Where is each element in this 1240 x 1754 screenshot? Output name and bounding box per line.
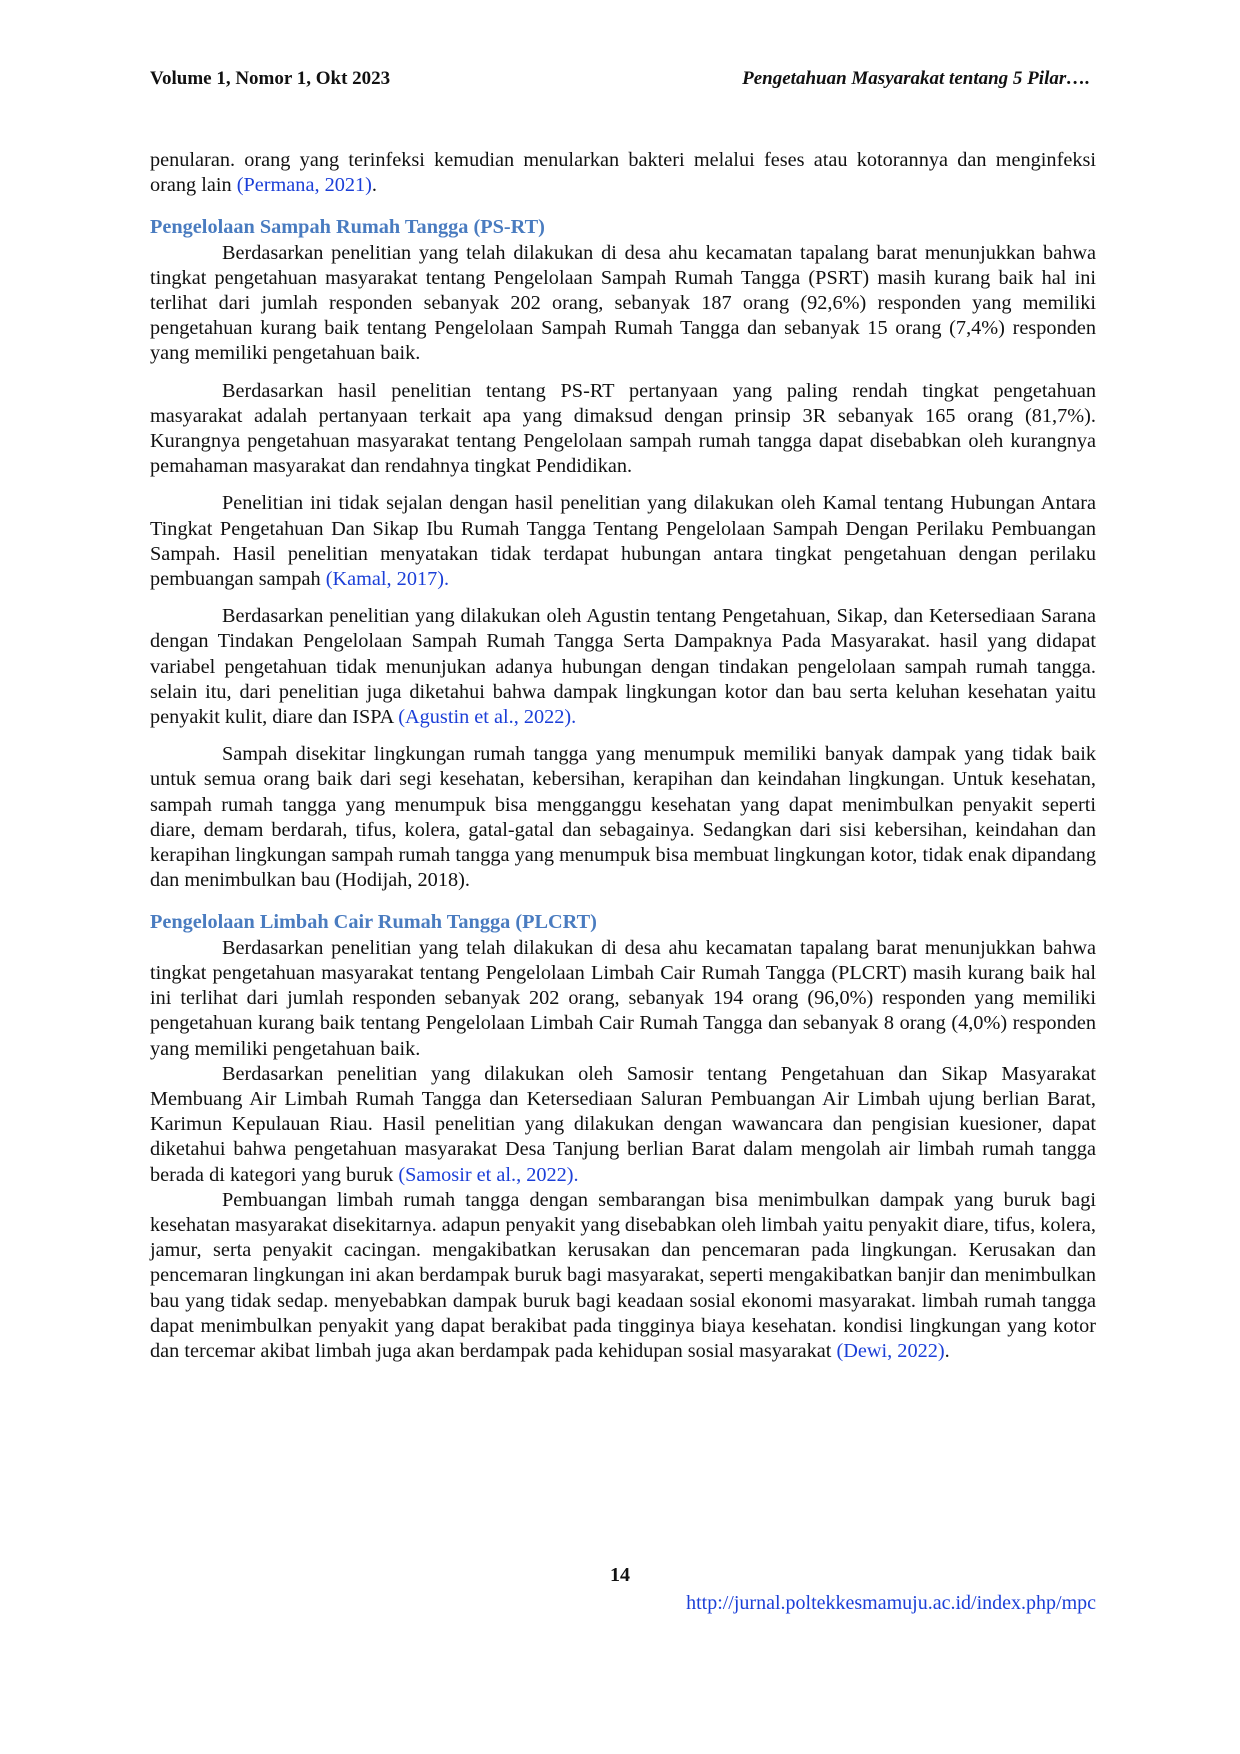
paragraph: Sampah disekitar lingkungan rumah tangga yang menumpuk memiliki banyak dampak yang tidak baik untuk semua orang baik dari segi kesehatan, kebersihan, kerapihan dan keindahan lingkungan. Untuk kesehatan, sampah rumah tangga yang menumpuk bisa mengganggu kesehatan yang dapat menimbulkan penyakit seperti diare, demam berdarah, tifus, kolera, gatal-gatal dan sebagainya. Sedangkan dari sisi kebersihan, keindahan dan kerapihan lingkungan sampah rumah tangga yang menumpuk bisa membuat lingkungan kotor, tidak enak dipandang dan menimbulkan bau (Hodijah, 2018). — [150, 743, 1096, 892]
paragraph: penularan. orang yang terinfeksi kemudian menularkan bakteri melalui feses atau kotorannya dan menginfeksi orang lain (Permana, 2021). — [150, 149, 1096, 197]
citation-link[interactable]: (Kamal, 2017). — [325, 568, 450, 591]
journal-volume: Volume 1, Nomor 1, Okt 2023 — [150, 68, 391, 89]
citation-link[interactable]: (Samosir et al., 2022). — [398, 1163, 579, 1186]
article-body — [150, 148, 1096, 1364]
journal-url-link[interactable]: http://jurnal.poltekkesmamuju.ac.id/index.php/mpc — [686, 1592, 1096, 1614]
paragraph: Penelitian ini tidak sejalan dengan hasil penelitian yang dilakukan oleh Kamal tentang Hubungan Antara Tingkat Pengetahuan Dan Sikap Ibu Rumah Tangga Tentang Pengelolaan Sampah Dengan Perilaku Pembuangan Sampah. Hasil penelitian menyatakan tidak terdapat hubungan antara tingkat pengetahuan dengan perilaku pembuangan sampah (Kamal, 2017). — [150, 492, 1096, 591]
paragraph: Berdasarkan penelitian yang dilakukan oleh Samosir tentang Pengetahuan dan Sikap Masyarakat Membuang Air Limbah Rumah Tangga dan Ketersediaan Saluran Pembuangan Air Limbah ujung berlian Barat, Karimun Kepulauan Riau. Hasil penelitian yang dilakukan dengan wawancara dan pengisian kuesioner, dapat diketahui bahwa pengetahuan masyarakat Desa Tanjung berlian Barat dalam mengolah air limbah rumah tangga berada di kategori yang buruk (Samosir et al., 2022). — [150, 1062, 1096, 1186]
citation-link[interactable]: (Agustin et al., 2022). — [398, 706, 577, 729]
section-heading-psrt: Pengelolaan Sampah Rumah Tangga (PS-RT) — [150, 216, 545, 239]
paragraph: Berdasarkan penelitian yang telah dilakukan di desa ahu kecamatan tapalang barat menunjukkan bahwa tingkat pengetahuan masyarakat tentang Pengelolaan Sampah Rumah Tangga (PSRT) masih kurang baik hal ini terlihat dari jumlah responden sebanyak 202 orang, sebanyak 187 orang (92,6%) responden yang memiliki pengetahuan kurang baik tentang Pengelolaan Sampah Rumah Tangga dan sebanyak 15 orang (7,4%) responden yang memiliki pengetahuan baik. — [150, 241, 1096, 365]
citation-link[interactable]: (Permana, 2021) — [236, 174, 372, 197]
page-number: 14 — [610, 1564, 630, 1586]
paragraph: Pembuangan limbah rumah tangga dengan sembarangan bisa menimbulkan dampak yang buruk bagi kesehatan masyarakat disekitarnya. adapun penyakit yang disebabkan oleh limbah yaitu penyakit diare, tifus, kolera, jamur, serta penyakit cacingan. mengakibatkan kerusakan dan pencemaran pada lingkungan. Kerusakan dan pencemaran lingkungan ini akan berdampak buruk bagi masyarakat, seperti mengakibatkan banjir dan menimbulkan bau yang tidak sedap. menyebabkan dampak buruk bagi keadaan sosial ekonomi masyarakat. limbah rumah tangga dapat menimbulkan penyakit yang dapat berakibat pada tingginya biaya kesehatan. kondisi lingkungan yang kotor dan tercemar akibat limbah juga akan berdampak pada kehidupan sosial masyarakat (Dewi, 2022). — [150, 1188, 1096, 1362]
paragraph: Berdasarkan penelitian yang dilakukan oleh Agustin tentang Pengetahuan, Sikap, dan Ketersediaan Sarana dengan Tindakan Pengelolaan Sampah Rumah Tangga Serta Dampaknya Pada Masyarakat. hasil yang didapat variabel pengetahuan tidak menunjukan adanya hubungan dengan tindakan pengelolaan sampah rumah tangga. selain itu, dari penelitian juga diketahui bahwa dampak lingkungan kotor dan bau serta keluhan kesehatan yaitu penyakit kulit, diare dan ISPA (Agustin et al., 2022). — [150, 605, 1096, 729]
paragraph: Berdasarkan hasil penelitian tentang PS-RT pertanyaan yang paling rendah tingkat pengetahuan masyarakat adalah pertanyaan terkait apa yang dimaksud dengan prinsip 3R sebanyak 165 orang (81,7%). Kurangnya pengetahuan masyarakat tentang Pengelolaan sampah rumah tangga dapat disebabkan oleh kurangnya pemahaman masyarakat dan rendahnya tingkat Pendidikan. — [150, 379, 1096, 478]
running-header — [150, 68, 1090, 90]
running-title: Pengetahuan Masyarakat tentang 5 Pilar…. — [742, 68, 1090, 89]
paragraph: Berdasarkan penelitian yang telah dilakukan di desa ahu kecamatan tapalang barat menunjukkan bahwa tingkat pengetahuan masyarakat tentang Pengelolaan Limbah Cair Rumah Tangga (PLCRT) masih kurang baik hal ini terlihat dari jumlah responden sebanyak 202 orang, sebanyak 194 orang (96,0%) responden yang memiliki pengetahuan kurang baik tentang Pengelolaan Limbah Cair Rumah Tangga dan sebanyak 8 orang (4,0%) responden yang memiliki pengetahuan baik. — [150, 936, 1096, 1060]
section-heading-plcrt: Pengelolaan Limbah Cair Rumah Tangga (PLCRT) — [150, 911, 597, 934]
citation-link[interactable]: (Dewi, 2022) — [836, 1339, 945, 1362]
